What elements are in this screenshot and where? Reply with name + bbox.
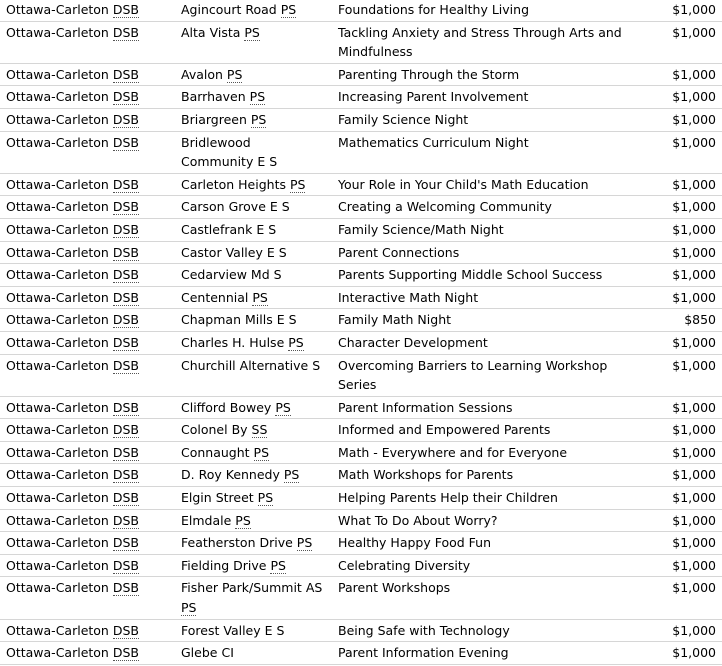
amount-cell: $1,000	[632, 241, 722, 264]
board-cell: Ottawa-Carleton DSB	[0, 241, 175, 264]
board-cell: Ottawa-Carleton DSB	[0, 642, 175, 665]
abbreviation: DSB	[112, 66, 139, 82]
amount-cell: $1,000	[632, 86, 722, 109]
project-cell: Parent Information Sessions	[332, 396, 632, 419]
abbreviation: DSB	[112, 512, 139, 528]
amount-cell: $1,000	[632, 354, 722, 396]
table-row	[0, 441, 722, 464]
board-cell: Ottawa-Carleton DSB	[0, 196, 175, 219]
amount-cell: $1,000	[632, 0, 722, 21]
abbreviation: PS	[181, 600, 197, 616]
board-cell: Ottawa-Carleton DSB	[0, 509, 175, 532]
table-row	[0, 218, 722, 241]
school-cell: Fielding Drive PS	[175, 554, 332, 577]
project-cell: Increasing Parent Involvement	[332, 86, 632, 109]
amount-cell: $1,000	[632, 63, 722, 86]
abbreviation: DSB	[112, 490, 139, 506]
board-cell: Ottawa-Carleton DSB	[0, 309, 175, 332]
abbreviation: PS	[283, 467, 300, 483]
table-row	[0, 108, 722, 131]
amount-cell: $1,000	[632, 196, 722, 219]
school-cell: Alta Vista PS	[175, 21, 332, 63]
project-cell: Interactive Math Night	[332, 286, 632, 309]
abbreviation: PS	[270, 557, 286, 573]
abbreviation: DSB	[112, 289, 139, 305]
amount-cell: $1,000	[632, 218, 722, 241]
project-cell: Helping Parents Help their Children	[332, 487, 632, 510]
table-row	[0, 0, 722, 21]
table-row	[0, 354, 722, 396]
board-cell: Ottawa-Carleton DSB	[0, 218, 175, 241]
table-row	[0, 196, 722, 219]
board-cell: Ottawa-Carleton DSB	[0, 131, 175, 173]
board-cell: Ottawa-Carleton DSB	[0, 0, 175, 21]
table-row	[0, 577, 722, 619]
abbreviation: PS	[244, 24, 260, 40]
project-cell: Healthy Happy Food Fun	[332, 532, 632, 555]
board-cell: Ottawa-Carleton DSB	[0, 419, 175, 442]
board-cell: Ottawa-Carleton DSB	[0, 331, 175, 354]
board-cell: Ottawa-Carleton DSB	[0, 264, 175, 287]
school-cell: D. Roy Kennedy PS	[175, 464, 332, 487]
abbreviation: DSB	[112, 357, 139, 373]
abbreviation: DSB	[112, 244, 139, 260]
board-cell: Ottawa-Carleton DSB	[0, 108, 175, 131]
table-row	[0, 487, 722, 510]
school-cell: Barrhaven PS	[175, 86, 332, 109]
abbreviation: PS	[252, 289, 268, 305]
amount-cell: $1,000	[632, 509, 722, 532]
board-cell: Ottawa-Carleton DSB	[0, 173, 175, 196]
board-cell: Ottawa-Carleton DSB	[0, 354, 175, 396]
project-cell: Parent Information Evening	[332, 642, 632, 665]
project-cell: Parenting Through the Storm	[332, 63, 632, 86]
abbreviation: DSB	[112, 399, 139, 415]
board-cell: Ottawa-Carleton DSB	[0, 487, 175, 510]
board-cell: Ottawa-Carleton DSB	[0, 532, 175, 555]
amount-cell: $1,000	[632, 264, 722, 287]
table-row	[0, 21, 722, 63]
table-row	[0, 464, 722, 487]
abbreviation: DSB	[112, 176, 139, 192]
board-cell: Ottawa-Carleton DSB	[0, 86, 175, 109]
amount-cell: $1,000	[632, 108, 722, 131]
abbreviation: DSB	[112, 199, 139, 215]
table-row	[0, 173, 722, 196]
abbreviation: DSB	[112, 111, 139, 127]
school-cell: Elgin Street PS	[175, 487, 332, 510]
table-row	[0, 532, 722, 555]
project-cell: Math Workshops for Parents	[332, 464, 632, 487]
abbreviation: PS	[253, 444, 270, 460]
abbreviation: DSB	[112, 580, 139, 596]
amount-cell: $1,000	[632, 286, 722, 309]
table-row	[0, 642, 722, 665]
project-cell: Celebrating Diversity	[332, 554, 632, 577]
abbreviation: SS	[251, 422, 268, 438]
project-cell: Overcoming Barriers to Learning Workshop Series	[332, 354, 632, 396]
school-cell: Carleton Heights PS	[175, 173, 332, 196]
table-row	[0, 509, 722, 532]
abbreviation: DSB	[112, 334, 139, 350]
project-cell: Foundations for Healthy Living	[332, 0, 632, 21]
project-cell: Math - Everywhere and for Everyone	[332, 441, 632, 464]
table-row	[0, 309, 722, 332]
abbreviation: PS	[288, 334, 304, 350]
school-cell: Bridlewood Community E S	[175, 131, 332, 173]
abbreviation: DSB	[112, 622, 139, 638]
amount-cell: $1,000	[632, 441, 722, 464]
project-cell: Your Role in Your Child's Math Education	[332, 173, 632, 196]
school-cell: Clifford Bowey PS	[175, 396, 332, 419]
board-cell: Ottawa-Carleton DSB	[0, 619, 175, 642]
board-cell: Ottawa-Carleton DSB	[0, 63, 175, 86]
amount-cell: $1,000	[632, 532, 722, 555]
abbreviation: PS	[235, 512, 251, 528]
table-row	[0, 331, 722, 354]
school-cell: Castor Valley E S	[175, 241, 332, 264]
amount-cell: $1,000	[632, 21, 722, 63]
abbreviation: PS	[296, 535, 313, 551]
table-row	[0, 241, 722, 264]
abbreviation: PS	[249, 89, 266, 105]
project-cell: Tackling Anxiety and Stress Through Arts and Mindfulness	[332, 21, 632, 63]
amount-cell: $1,000	[632, 642, 722, 665]
school-cell: Briargreen PS	[175, 108, 332, 131]
abbreviation: DSB	[112, 134, 139, 150]
abbreviation: DSB	[112, 221, 139, 237]
abbreviation: DSB	[112, 467, 139, 483]
table-row	[0, 131, 722, 173]
school-cell: Featherston Drive PS	[175, 532, 332, 555]
abbreviation: DSB	[112, 535, 139, 551]
amount-cell: $1,000	[632, 487, 722, 510]
amount-cell: $1,000	[632, 331, 722, 354]
abbreviation: PS	[257, 490, 274, 506]
project-cell: Mathematics Curriculum Night	[332, 131, 632, 173]
board-cell: Ottawa-Carleton DSB	[0, 286, 175, 309]
school-cell: Fisher Park/Summit AS PS	[175, 577, 332, 619]
board-cell: Ottawa-Carleton DSB	[0, 441, 175, 464]
board-cell: Ottawa-Carleton DSB	[0, 464, 175, 487]
project-cell: Parent Workshops	[332, 577, 632, 619]
school-cell: Connaught PS	[175, 441, 332, 464]
project-cell: Parent Connections	[332, 241, 632, 264]
project-cell: What To Do About Worry?	[332, 509, 632, 532]
abbreviation: DSB	[112, 557, 139, 573]
school-cell: Churchill Alternative S	[175, 354, 332, 396]
amount-cell: $1,000	[632, 464, 722, 487]
abbreviation: DSB	[112, 422, 139, 438]
amount-cell: $1,000	[632, 619, 722, 642]
table-row	[0, 554, 722, 577]
abbreviation: DSB	[112, 2, 139, 17]
project-cell: Creating a Welcoming Community	[332, 196, 632, 219]
board-cell: Ottawa-Carleton DSB	[0, 577, 175, 619]
board-cell: Ottawa-Carleton DSB	[0, 554, 175, 577]
table-row	[0, 619, 722, 642]
school-cell: Charles H. Hulse PS	[175, 331, 332, 354]
project-cell: Being Safe with Technology	[332, 619, 632, 642]
project-cell: Informed and Empowered Parents	[332, 419, 632, 442]
school-cell: Elmdale PS	[175, 509, 332, 532]
table-row	[0, 286, 722, 309]
school-cell: Castlefrank E S	[175, 218, 332, 241]
school-cell: Forest Valley E S	[175, 619, 332, 642]
amount-cell: $1,000	[632, 554, 722, 577]
abbreviation: DSB	[112, 267, 139, 283]
abbreviation: DSB	[112, 645, 139, 661]
abbreviation: PS	[280, 2, 297, 17]
amount-cell: $1,000	[632, 577, 722, 619]
abbreviation: DSB	[112, 89, 139, 105]
board-cell: Ottawa-Carleton DSB	[0, 21, 175, 63]
project-cell: Parents Supporting Middle School Success	[332, 264, 632, 287]
abbreviation: PS	[275, 399, 291, 415]
table-row	[0, 86, 722, 109]
school-cell: Carson Grove E S	[175, 196, 332, 219]
abbreviation: DSB	[112, 312, 139, 328]
project-cell: Family Science/Math Night	[332, 218, 632, 241]
amount-cell: $1,000	[632, 396, 722, 419]
table-row	[0, 63, 722, 86]
table-row	[0, 264, 722, 287]
school-cell: Centennial PS	[175, 286, 332, 309]
project-cell: Character Development	[332, 331, 632, 354]
amount-cell: $1,000	[632, 419, 722, 442]
project-cell: Family Science Night	[332, 108, 632, 131]
table-row	[0, 419, 722, 442]
school-cell: Colonel By SS	[175, 419, 332, 442]
abbreviation: PS	[226, 66, 243, 82]
abbreviation: PS	[289, 176, 306, 192]
amount-cell: $1,000	[632, 173, 722, 196]
amount-cell: $1,000	[632, 131, 722, 173]
table-row	[0, 396, 722, 419]
school-cell: Glebe CI	[175, 642, 332, 665]
project-cell: Family Math Night	[332, 309, 632, 332]
school-cell: Cedarview Md S	[175, 264, 332, 287]
abbreviation: PS	[250, 111, 267, 127]
board-cell: Ottawa-Carleton DSB	[0, 396, 175, 419]
school-cell: Agincourt Road PS	[175, 0, 332, 21]
school-cell: Chapman Mills E S	[175, 309, 332, 332]
amount-cell: $850	[632, 309, 722, 332]
abbreviation: DSB	[112, 24, 139, 40]
abbreviation: DSB	[112, 444, 139, 460]
school-cell: Avalon PS	[175, 63, 332, 86]
